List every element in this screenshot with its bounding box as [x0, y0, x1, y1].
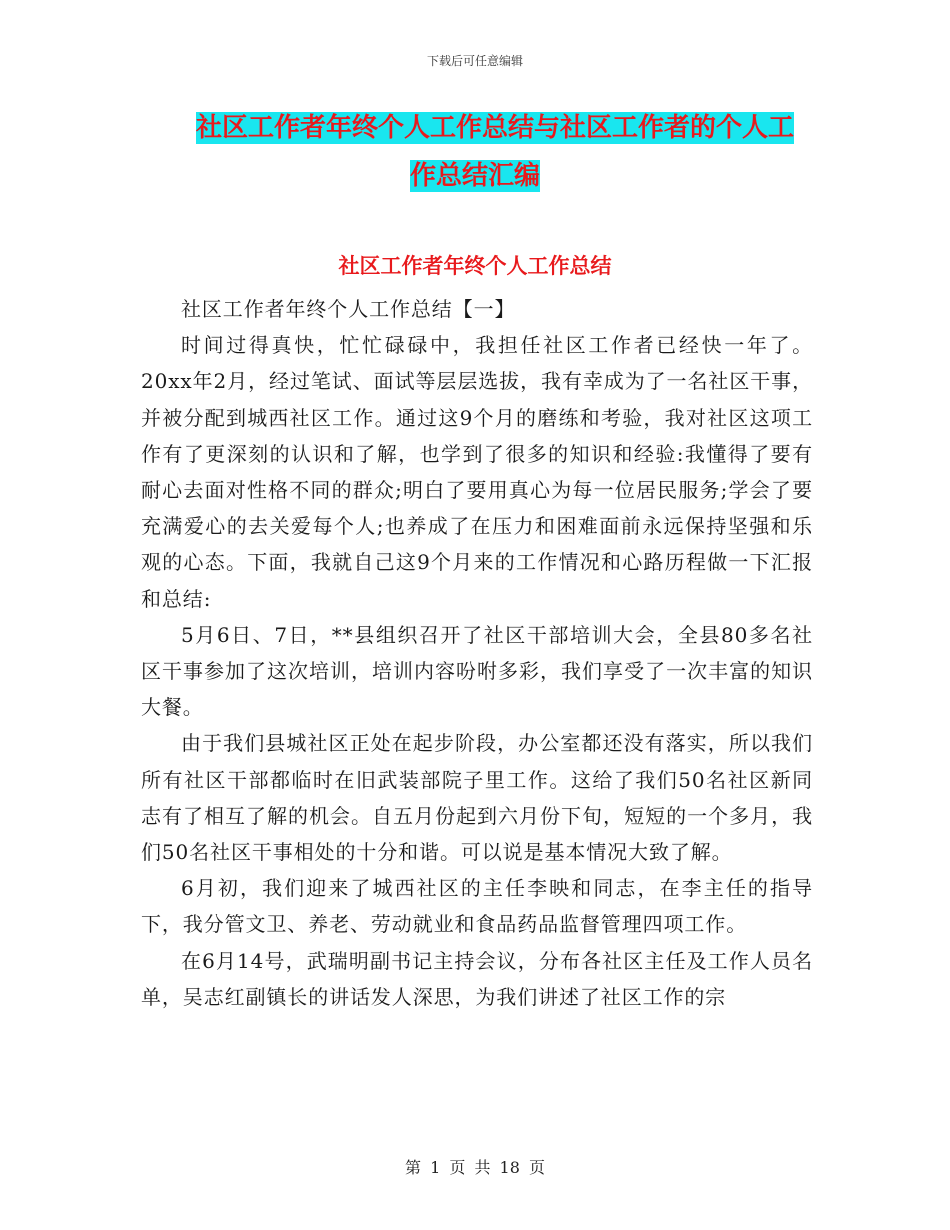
section-title: 社区工作者年终个人工作总结	[338, 254, 612, 278]
document-body	[141, 291, 813, 1015]
paragraph-heading: 社区工作者年终个人工作总结【一】	[181, 297, 516, 321]
document-title	[0, 112, 950, 192]
paragraph: 由于我们县城社区正处在起步阶段，办公室都还没有落实，所以我们所有社区干部都临时在旧武装部院子里工作。这给了我们50名社区新同志有了相互了解的机会。自五月份起到六月份下旬，短短的一个多月，我们50名社区干事相处的十分和谐。可以说是基本情况大致了解。	[141, 731, 813, 865]
paragraph: 时间过得真快，忙忙碌碌中，我担任社区工作者已经快一年了。20xx年2月，经过笔试、面试等层层选拔，我有幸成为了一名社区干事，并被分配到城西社区工作。通过这9个月的磨练和考验，我对社区这项工作有了更深刻的认识和了解，也学到了很多的知识和经验:我懂得了要有耐心去面对性格不同的群众;明白了要用真心为每一位居民服务;学会了要充满爱心的去关爱每个人;也养成了在压力和困难面前永远保持坚强和乐观的心态。下面，我就自己这9个月来的工作情况和心路历程做一下汇报和总结:	[141, 333, 813, 611]
page-number-footer: 第 1 页 共 18 页	[405, 1158, 545, 1177]
header-note: 下载后可任意编辑	[426, 54, 523, 68]
paragraph: 5月6日、7日，**县组织召开了社区干部培训大会，全县80多名社区干事参加了这次培训，培训内容吩咐多彩，我们享受了一次丰富的知识大餐。	[141, 622, 813, 720]
paragraph: 在6月14号，武瑞明副书记主持会议，分布各社区主任及工作人员名单，吴志红副镇长的讲话发人深思，为我们讲述了社区工作的宗	[141, 948, 813, 1009]
document-title-line-2: 作总结汇编	[409, 161, 540, 191]
document-title-line-1: 社区工作者年终个人工作总结与社区工作者的个人工	[195, 113, 794, 143]
paragraph: 6月初，我们迎来了城西社区的主任李映和同志，在李主任的指导下，我分管文卫、养老、劳动就业和食品药品监督管理四项工作。	[141, 876, 813, 937]
